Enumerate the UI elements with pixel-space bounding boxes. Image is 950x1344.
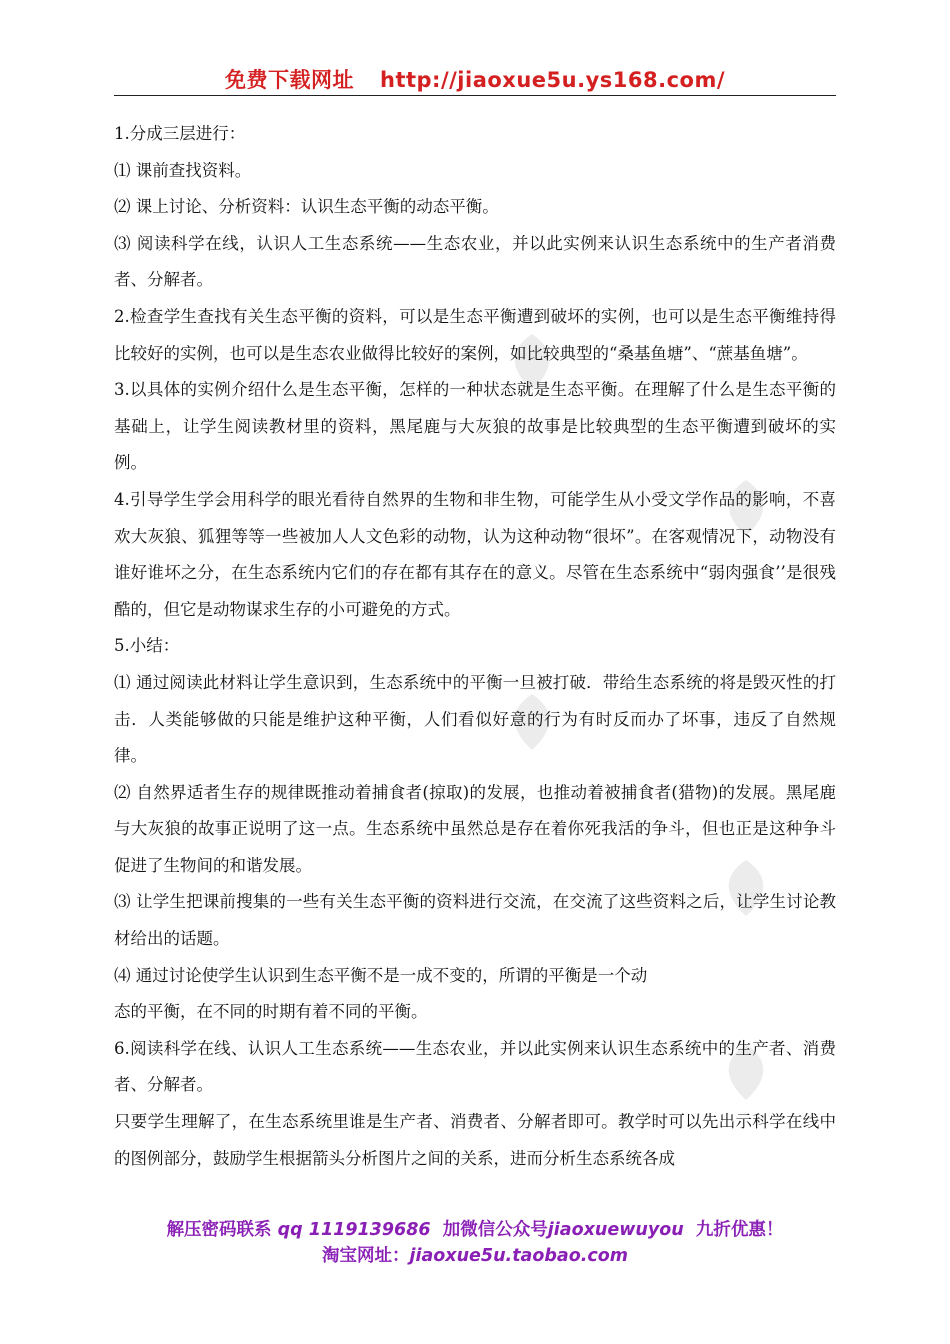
footer-taobao-link[interactable]: jiaoxue5u.taobao.com <box>409 1246 629 1266</box>
document-body <box>114 116 836 1177</box>
header-url[interactable]: http://jiaoxue5u.ys168.com/ <box>380 68 725 92</box>
paragraph: 4.引导学生学会用科学的眼光看待自然界的生物和非生物，可能学生从小受文学作品的影响，不喜欢大灰狼、狐狸等等一些被加人人文色彩的动物，认为这种动物“很坏”。在客观情况下，动物没有谁好谁坏之分，在生态系统内它们的存在都有其存在的意义。尽管在生态系统中“弱肉强食’’是很残酷的，但它是动物谋求生存的小可避免的方式。 <box>114 489 836 619</box>
paragraph: ⑵ 自然界适者生存的规律既推动着捕食者(掠取)的发展，也推动着被捕食者(猎物)的发展。黑尾鹿与大灰狼的故事正说明了这一点。生态系统中虽然总是存在着你死我活的争斗，但也正是这种争斗促进了生物间的和谐发展。 <box>114 782 836 875</box>
paragraph: ⑶ 让学生把课前搜集的一些有关生态平衡的资料进行交流，在交流了这些资料之后，让学生讨论教材给出的话题。 <box>114 892 836 949</box>
paragraph: 6.阅读科学在线、认识人工生态系统——生态农业，并以此实例来认识生态系统中的生产者、消费者、分解者。 <box>114 1038 836 1095</box>
paragraph: 5.小结： <box>114 636 180 656</box>
paragraph: ⑵ 课上讨论、分析资料：认识生态平衡的动态平衡。 <box>114 197 499 217</box>
footer-line-1 <box>114 1217 836 1243</box>
paragraph: 1.分成三层进行： <box>114 124 246 143</box>
header-divider <box>114 95 836 96</box>
footer-discount: 九折优惠！ <box>695 1220 784 1240</box>
footer-text: 淘宝网址： <box>321 1246 410 1266</box>
footer-qq: qq 1119139686 <box>277 1220 431 1240</box>
paragraph: ⑴ 通过阅读此材料让学生意识到，生态系统中的平衡一旦被打破．带给生态系统的将是毁灭性的打击．人类能够做的只能是维护这种平衡，人们看似好意的行为有时反而办了坏事，违反了自然规律。 <box>114 672 836 766</box>
header-label: 免费下载网址 <box>225 68 354 92</box>
page-footer <box>114 1217 836 1269</box>
footer-line-2 <box>114 1243 836 1269</box>
paragraph: 只要学生理解了，在生态系统里谁是生产者、消费者、分解者即可。教学时可以先出示科学在线中的图例部分，鼓励学生根据箭头分析图片之间的关系，进而分析生态系统各成 <box>114 1112 836 1168</box>
paragraph: ⑴ 课前查找资料。 <box>114 160 252 180</box>
paragraph: ⑷ 通过讨论使学生认识到生态平衡不是一成不变的，所谓的平衡是一个动 <box>114 965 648 985</box>
footer-text: 解压密码联系 <box>166 1220 272 1240</box>
paragraph: 3.以具体的实例介绍什么是生态平衡，怎样的一种状态就是生态平衡。在理解了什么是生态平衡的基础上，让学生阅读教材里的资料，黑尾鹿与大灰狼的故事是比较典型的生态平衡遭到破坏的实例。 <box>114 380 836 473</box>
footer-text: 加微信公众号 <box>442 1220 548 1240</box>
page-header <box>114 64 836 94</box>
paragraph: 态的平衡，在不同的时期有着不同的平衡。 <box>114 1002 428 1022</box>
paragraph: ⑶ 阅读科学在线，认识人工生态系统——生态农业，并以此实例来认识生态系统中的生产者消费者、分解者。 <box>114 233 836 290</box>
footer-wechat: jiaoxuewuyou <box>547 1220 684 1240</box>
paragraph: 2.检查学生查找有关生态平衡的资料，可以是生态平衡遭到破坏的实例，也可以是生态平衡维持得比较好的实例，也可以是生态农业做得比较好的案例，如比较典型的“桑基鱼塘”、“蔗基鱼塘”。 <box>114 306 836 363</box>
